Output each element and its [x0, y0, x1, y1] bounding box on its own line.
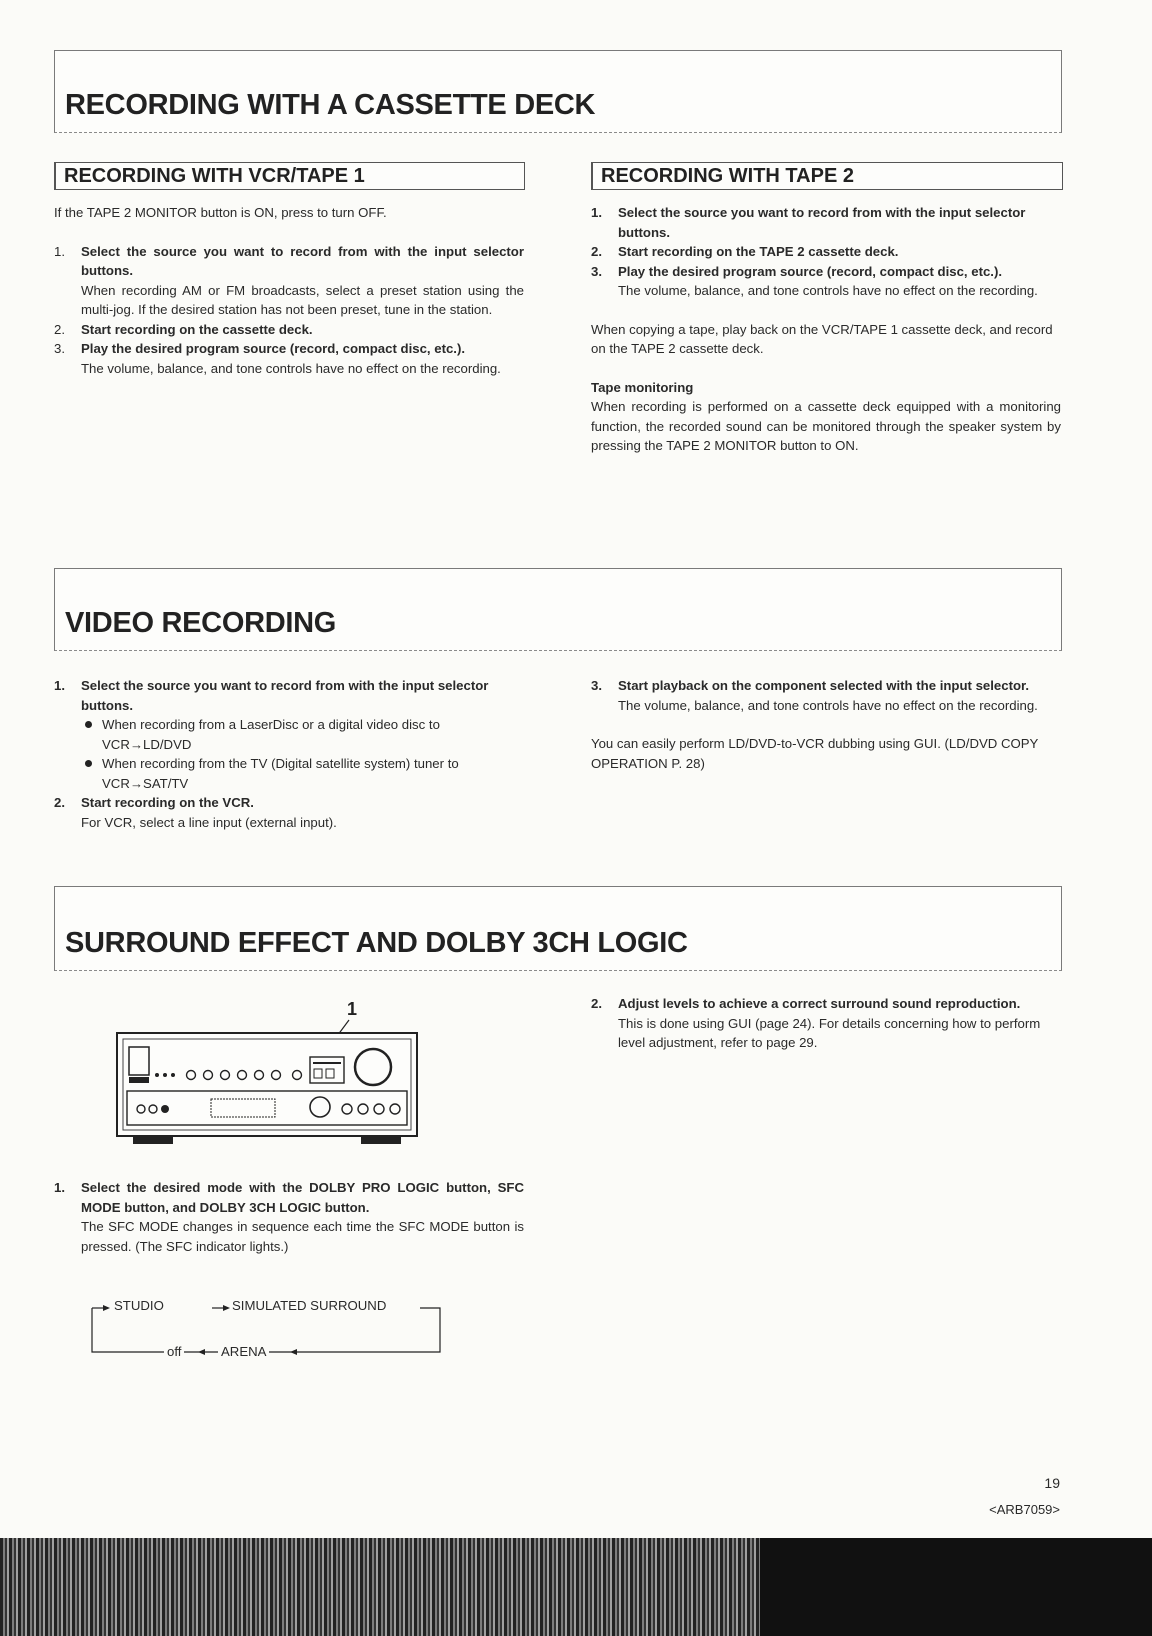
step-number: 2.	[591, 244, 602, 259]
step-number: 3.	[591, 263, 602, 279]
surround-right-column	[591, 994, 1061, 1053]
bullet-item	[81, 754, 524, 793]
step-number: 3.	[591, 678, 602, 693]
step-number: 1.	[54, 243, 65, 259]
step-number: 2.	[591, 996, 602, 1011]
step-body: This is done using GUI (page 24). For details concerning how to perform level adjustment, refer to page 29.	[618, 1015, 1041, 1050]
bullet-icon	[85, 721, 92, 728]
bullet-item	[81, 715, 524, 754]
intro-text: If the TAPE 2 MONITOR button is ON, press to turn OFF.	[54, 205, 387, 220]
tape-monitoring-body: When recording is performed on a cassette deck equipped with a monitoring function, the recorded sound can be monitored through the speaker system by pressing the TAPE 2 MONITOR button to ON.	[591, 399, 1061, 453]
subheader-title: RECORDING WITH TAPE 2	[601, 165, 854, 187]
step-heading: Start recording on the cassette deck.	[81, 321, 313, 337]
step-body: The volume, balance, and tone controls have no effect on the recording.	[81, 360, 501, 376]
section-title: SURROUND EFFECT AND DOLBY 3CH LOGIC	[65, 927, 688, 959]
step-number: 1.	[591, 205, 602, 220]
sfc-mode-flow-diagram	[90, 1296, 450, 1359]
step-heading: Start recording on the TAPE 2 cassette deck.	[618, 244, 899, 259]
tape-copy-note: When copying a tape, play back on the VCR/TAPE 1 cassette deck, and record on the TAPE 2 cassette deck.	[591, 321, 1053, 356]
step-body: When recording AM or FM broadcasts, select a preset station using the multi-jog. If the desired station has not been preset, tune in the station.	[81, 282, 524, 317]
step-heading: Adjust levels to achieve a correct surround sound reproduction.	[618, 996, 1021, 1011]
scan-edge-artifact	[0, 1538, 1152, 1636]
step-heading: Play the desired program source (record, compact disc, etc.).	[618, 263, 1003, 279]
step	[54, 793, 524, 832]
step-number: 2.	[54, 795, 65, 810]
bullet-text: When recording from the TV (Digital satellite system) tuner to VCR→SAT/TV	[102, 756, 459, 791]
section-title: RECORDING WITH A CASSETTE DECK	[65, 89, 596, 121]
step-number: 1.	[54, 1180, 65, 1195]
subheader-vcr-tape1	[54, 162, 525, 190]
step	[54, 1178, 524, 1256]
step	[591, 242, 1061, 262]
step-heading: Play the desired program source (record, compact disc, etc.).	[81, 341, 466, 356]
tape2-column	[591, 203, 1061, 456]
step-number: 3.	[54, 341, 65, 356]
bullet-text: When recording from a LaserDisc or a digital video disc to VCR→LD/DVD	[102, 717, 440, 752]
page-number: 19	[1044, 1475, 1060, 1491]
section-title: VIDEO RECORDING	[65, 607, 337, 639]
receiver-front-panel-illustration	[115, 995, 435, 1155]
video-left-column	[54, 676, 524, 832]
subheader-title: RECORDING WITH VCR/TAPE 1	[64, 165, 365, 187]
step	[591, 676, 1061, 715]
document-code: <ARB7059>	[989, 1502, 1060, 1517]
receiver-foot	[133, 1136, 173, 1144]
step-body: For VCR, select a line input (external input).	[81, 814, 337, 830]
flow-arena: ARENA	[218, 1344, 269, 1359]
tape-monitoring-heading: Tape monitoring	[591, 379, 694, 395]
section-header-surround	[54, 886, 1062, 971]
section-header-cassette	[54, 50, 1062, 133]
subheader-tape2	[591, 162, 1063, 190]
step	[54, 320, 524, 340]
step	[54, 242, 524, 320]
bullet-icon	[85, 760, 92, 767]
dubbing-note: You can easily perform LD/DVD-to-VCR dubbing using GUI. (LD/DVD COPY OPERATION P. 28)	[591, 736, 1039, 771]
step	[54, 339, 524, 378]
step-heading: Select the desired mode with the DOLBY PRO LOGIC button, SFC MODE button, and DOLBY 3CH LOGIC button.	[81, 1180, 524, 1215]
step	[591, 262, 1061, 301]
video-right-column	[591, 676, 1061, 773]
receiver-foot	[361, 1136, 401, 1144]
step-heading: Select the source you want to record from with the input selector buttons.	[81, 243, 524, 278]
surround-left-column	[54, 1178, 524, 1256]
step-body: The volume, balance, and tone controls have no effect on the recording.	[618, 697, 1038, 713]
step-number: 2.	[54, 321, 65, 337]
step	[54, 676, 524, 793]
step-body: The SFC MODE changes in sequence each time the SFC MODE button is pressed. (The SFC indicator lights.)	[81, 1219, 524, 1254]
section-header-video	[54, 568, 1062, 651]
vcr-tape1-column	[54, 203, 524, 378]
flow-simulated-surround: SIMULATED SURROUND	[232, 1298, 387, 1313]
flow-studio: STUDIO	[114, 1298, 164, 1313]
callout-number: 1	[347, 999, 358, 1019]
step-body: The volume, balance, and tone controls have no effect on the recording.	[618, 283, 1038, 298]
flow-off: off	[164, 1344, 184, 1359]
step-heading: Select the source you want to record from with the input selector buttons.	[618, 205, 1026, 240]
step	[591, 994, 1061, 1053]
step	[591, 203, 1061, 242]
step-heading: Start playback on the component selected with the input selector.	[618, 678, 1030, 693]
step-number: 1.	[54, 678, 65, 693]
step-heading: Start recording on the VCR.	[81, 795, 254, 810]
step-heading: Select the source you want to record from with the input selector buttons.	[81, 678, 489, 713]
